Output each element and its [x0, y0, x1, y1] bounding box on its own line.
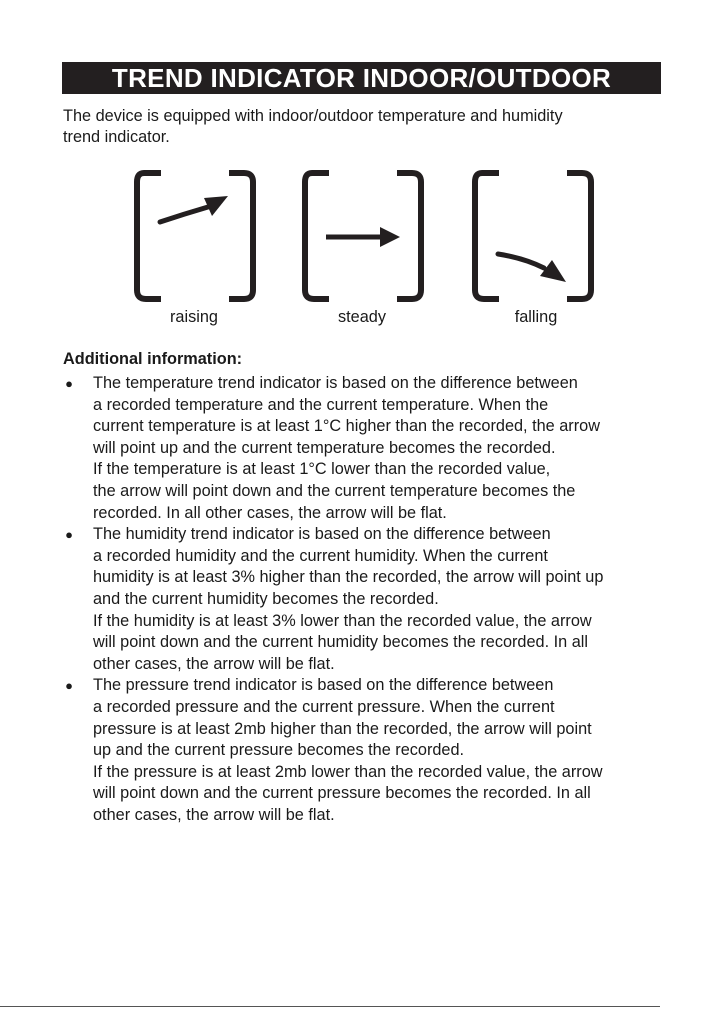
footer-divider — [0, 1006, 660, 1007]
info-line: The humidity trend indicator is based on the difference between — [93, 525, 551, 544]
info-line: will point up and the current temperature becomes the recorded. — [93, 438, 556, 457]
info-line: the arrow will point down and the current temperature becomes the — [93, 481, 576, 500]
bullet-icon: ● — [65, 376, 73, 391]
section-title: TREND INDICATOR INDOOR/OUTDOOR — [62, 62, 661, 94]
intro-line: trend indicator. — [63, 128, 170, 146]
info-line: a recorded humidity and the current humidity. When the current — [93, 546, 548, 565]
intro-line: The device is equipped with indoor/outdoor temperature and humidity — [63, 107, 563, 125]
info-line: If the temperature is at least 1°C lower than the recorded value, — [93, 460, 551, 479]
info-list — [63, 373, 663, 826]
info-line: recorded. In all other cases, the arrow will be flat. — [93, 503, 447, 522]
info-line: a recorded temperature and the current temperature. When the — [93, 395, 549, 414]
trend-label-raising: raising — [170, 308, 218, 326]
intro-paragraph — [63, 106, 663, 148]
trend-label-falling: falling — [514, 308, 558, 326]
info-line: will point down and the current humidity becomes the recorded. In all — [93, 633, 589, 652]
info-line: The pressure trend indicator is based on the difference between — [93, 676, 554, 695]
info-line: will point down and the current pressure becomes the recorded. In all — [93, 784, 591, 803]
bullet-icon: ● — [65, 527, 73, 543]
arrow-up-right-icon — [134, 170, 256, 304]
bullet-icon: ● — [65, 678, 73, 694]
info-item-humidity — [63, 524, 663, 675]
arrow-down-right-icon — [472, 170, 594, 304]
info-item-temperature — [63, 373, 663, 524]
info-line: pressure is at least 2mb higher than the recorded, the arrow will point — [93, 719, 592, 738]
info-item-pressure — [63, 675, 663, 826]
info-line: a recorded pressure and the current pressure. When the current — [93, 697, 555, 716]
info-line: The temperature trend indicator is based on the difference between — [93, 374, 578, 392]
info-line: current temperature is at least 1°C higher than the recorded, the arrow — [93, 417, 600, 436]
additional-info-heading: Additional information: — [63, 350, 243, 368]
info-line: If the pressure is at least 2mb lower than the recorded value, the arrow — [93, 762, 603, 781]
info-line: other cases, the arrow will be flat. — [93, 805, 335, 824]
info-line: humidity is at least 3% higher than the recorded, the arrow will point up — [93, 568, 604, 587]
trend-label-steady: steady — [338, 308, 386, 326]
info-line: and the current humidity becomes the recorded. — [93, 589, 439, 608]
info-line: If the humidity is at least 3% lower than the recorded value, the arrow — [93, 611, 592, 630]
arrow-right-icon — [302, 170, 424, 304]
info-line: other cases, the arrow will be flat. — [93, 654, 335, 673]
info-line: up and the current pressure becomes the recorded. — [93, 741, 465, 760]
